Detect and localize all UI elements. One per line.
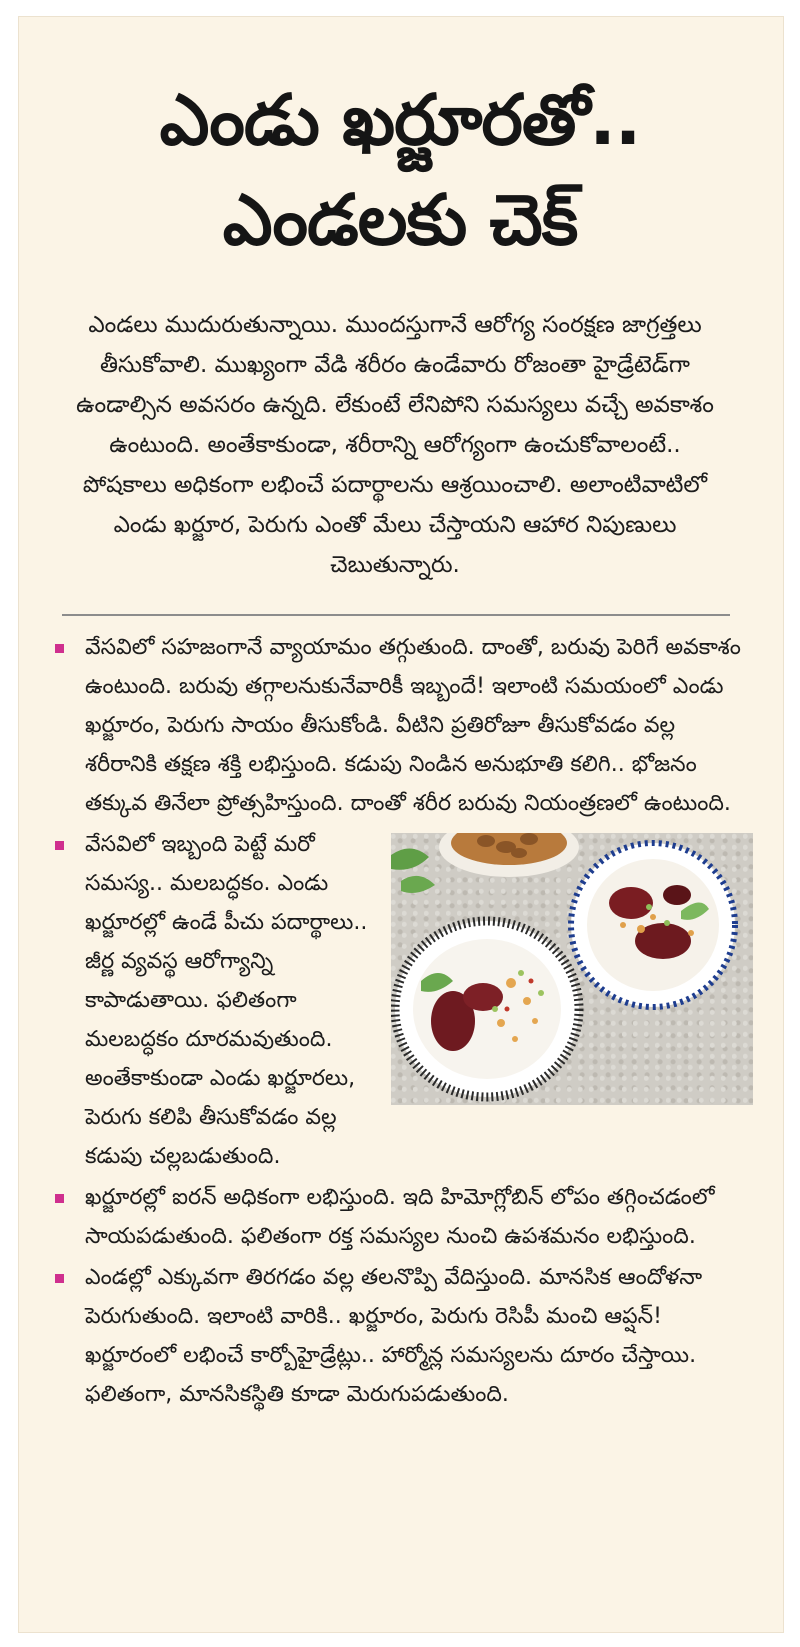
bullet-text: ఎండల్లో ఎక్కువగా తిరగడం వల్ల తలనొప్పి వేదిస్తుంది. మానసిక ఆందోళనా పెరుగుతుంది. ఇలాంటి వారికి.. ఖర్జూరం, పెరుగు రెసిపీ మంచి ఆప్షన్! ఖర్జూరంలో లభించే కార్బోహైడ్రేట్లు.. హార్మోన్ల సమస్యలను దూరం చేస్తాయి. ఫలితంగా, మానసికస్థితి కూడా మెరుగుపడుతుంది. [85,1265,703,1407]
divider [62,614,730,616]
headline [20,70,780,270]
bullet-square-icon [55,1274,64,1283]
bullet-item-stress [55,1258,745,1414]
bullet-list [55,628,745,1416]
intro-paragraph: ఎండలు ముదురుతున్నాయి. ముందస్తుగానే ఆరోగ్య సంరక్షణ జాగ్రత్తలు తీసుకోవాలి. ముఖ్యంగా వేడి శరీరం ఉండేవారు రోజంతా హైడ్రేటెడ్‌గా ఉండాల్సిన అవసరం ఉన్నది. లేకుంటే లేనిపోని సమస్యలు వచ్చే అవకాశం ఉంటుంది. అంతేకాకుండా, శరీరాన్ని ఆరోగ్యంగా ఉంచుకోవాలంటే.. పోషకాలు అధికంగా లభించే పదార్థాలను ఆశ్రయించాలి. అలాంటివాటిలో ఎండు ఖర్జూర, పెరుగు ఎంతో మేలు చేస్తాయని ఆహార నిపుణులు చెబుతున్నారు. [76,312,714,578]
bullet-text: వేసవిలో ఇబ్బంది పెట్టే మరో సమస్య.. మలబద్ధకం. ఎండు ఖర్జూరల్లో ఉండే పీచు పదార్థాలు.. జీర్ణ వ్యవస్థ ఆరోగ్యాన్ని కాపాడుతాయి. ఫలితంగా మలబద్ధకం దూరమవుతుంది. అంతేకాకుండా ఎండు ఖర్జూరలు, పెరుగు కలిపి తీసుకోవడం వల్ల కడుపు చల్లబడుతుంది. [85,832,368,1169]
bullet-square-icon [55,1194,64,1203]
bullet-square-icon [55,841,64,850]
headline-line-2: ఎండలకు చెక్ [222,179,578,261]
bullet-item-weight [55,628,745,823]
headline-line-1: ఎండు ఖర్జూరతో.. [159,79,641,161]
food-photo [391,833,753,1105]
bullet-square-icon [55,644,64,653]
bullet-item-iron [55,1178,745,1256]
dates-yogurt-bowls-image [391,833,753,1105]
bullet-text: ఖర్జూరల్లో ఐరన్ అధికంగా లభిస్తుంది. ఇది హిమోగ్లోబిన్ లోపం తగ్గించడంలో సాయపడుతుంది. ఫలితంగా రక్త సమస్యల నుంచి ఉపశమనం లభిస్తుంది. [85,1185,715,1249]
bullet-text: వేసవిలో సహజంగానే వ్యాయామం తగ్గుతుంది. దాంతో, బరువు పెరిగే అవకాశం ఉంటుంది. బరువు తగ్గాలనుకునేవారికీ ఇబ్బందే! ఇలాంటి సమయంలో ఎండు ఖర్జూరం, పెరుగు సాయం తీసుకోండి. వీటిని ప్రతిరోజూ తీసుకోవడం వల్ల శరీరానికి తక్షణ శక్తి లభిస్తుంది. కడుపు నిండిన అనుభూతి కలిగి.. భోజనం తక్కువ తినేలా ప్రోత్సహిస్తుంది. దాంతో శరీర బరువు నియంత్రణలో ఉంటుంది. [85,635,741,816]
bullet-item-digestion [55,825,745,1176]
